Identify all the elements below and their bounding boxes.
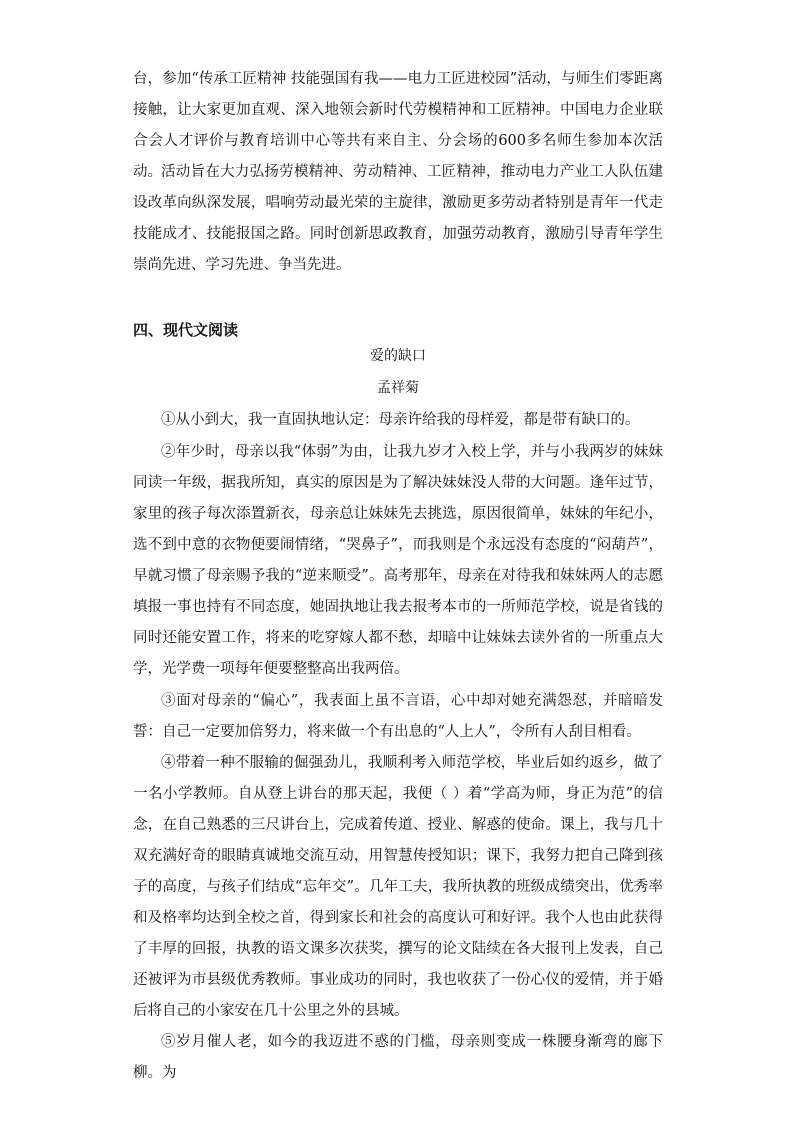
article-paragraph-3: ③面对母亲的“偏心”，我表面上虽不言语，心中却对她充满怨怼，并暗暗发誓：自己一定要加倍努力，将来做一个有出息的“人上人”，令所有人刮目相看。 bbox=[133, 693, 663, 740]
article-paragraph-2: ②年少时，母亲以我“体弱”为由，让我九岁才入校上学，并与小我两岁的妹妹同读一年级，据我所知，真实的原因是为了解决妹妹没人带的大问题。逢年过节，家里的孩子每次添置新衣，母亲总让妹妹先去挑选，原因很简单，妹妹的年纪小，选不到中意的衣物便要闹情绪，“哭鼻子”，而我则是个永远没有态度的“闷葫芦”，早就习惯了母亲赐予我的“逆来顺受”。高考那年，母亲在对待我和妹妹两人的志愿填报一事也持有不同态度，她固执地让我去报考本市的一所师范学校，说是省钱的同时还能安置工作，将来的吃穿嫁人都不愁，却暗中让妹妹去读外省的一所重点大学，光学费一项每年便要整整高出我两倍。 bbox=[133, 444, 663, 677]
intro-paragraph-1: 台，参加“传承工匠精神 技能强国有我——电力工匠进校园”活动，与师生们零距离接触，让大家更加直观、深入地领会新时代劳模精神和工匠精神。中国电力企业联合会人才评价与教育培训中心等共有来自主、分会场的600多名师生参加本次活动。 bbox=[133, 71, 663, 180]
article-title: 爱的缺口 bbox=[370, 348, 426, 364]
intro-paragraph-2: 活动旨在大力弘扬劳模精神、劳动精神、工匠精神，推动电力产业工人队伍建设改革向纵深发展，唱响劳动最光荣的主旋律，激励更多劳动者特别是青年一代走技能成才、技能报国之路。同时创新思政教育，加强劳动教育，激励引导青年学生崇尚先进、学习先进、争当先进。 bbox=[133, 164, 663, 273]
article-paragraph-5: ⑤岁月催人老，如今的我迈进不惑的门槛，母亲则变成一株腰身渐弯的廊下柳。为 bbox=[133, 1034, 663, 1081]
article-paragraph-4: ④带着一种不服输的倔强劲儿，我顺利考入师范学校，毕业后如约返乡，做了一名小学教师。自从登上讲台的那天起，我便（ ）着“学高为师，身正为范”的信念，在自己熟悉的三尺讲台上，完成着传道、授业、解惑的使命。课上，我与几十双充满好奇的眼睛真诚地交流互动，用智慧传授知识；课下，我努力把自己降到孩子的高度，与孩子们结成“忘年交”。几年工夫，我所执教的班级成绩突出，优秀率和及格率均达到全校之首，得到家长和社会的高度认可和好评。我个人也由此获得了丰厚的回报，执教的语文课多次获奖，撰写的论文陆续在各大报刊上发表，自己还被评为市县级优秀教师。事业成功的同时，我也收获了一份心仪的爱情，并于婚后将自己的小家安在几十公里之外的县城。 bbox=[133, 755, 663, 1019]
section-heading: 四、现代文阅读 bbox=[133, 321, 239, 339]
article-paragraph-1: ①从小到大，我一直固执地认定：母亲许给我的母样爱，都是带有缺口的。 bbox=[161, 412, 640, 428]
article-author: 孟祥菊 bbox=[377, 380, 419, 396]
